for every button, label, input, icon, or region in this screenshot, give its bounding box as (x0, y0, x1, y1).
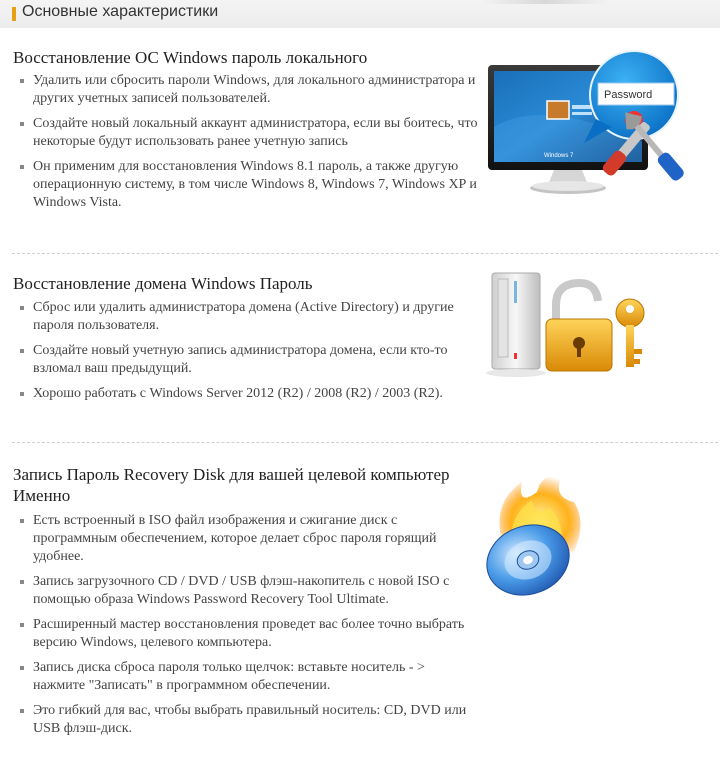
list-item: Удалить или сбросить пароли Windows, для локального администратора и других учетных записей пользователей. (0, 72, 480, 108)
list-item: Расширенный мастер восстановления проведет вас более точно выбрать версию Windows, целевого компьютера. (0, 616, 480, 652)
list-item: Он применим для восстановления Windows 8.1 пароль, а также другую операционную систему, в том числе Windows 8, Windows 7, Windows XP и Windows Vista. (0, 158, 480, 212)
svg-text:Password: Password (604, 89, 653, 101)
list-item: Это гибкий для вас, чтобы выбрать правильный носитель: CD, DVD или USB флэш-диск. (0, 702, 480, 738)
feature-section-domain (0, 263, 720, 443)
header-shadow (480, 0, 610, 4)
list-item: Создайте новый локальный аккаунт администратора, если вы боитесь, что некоторые будут использовать ранее учетную запись (0, 115, 480, 151)
svg-text:Windows 7: Windows 7 (544, 153, 574, 159)
section-title: Восстановление ОС Windows пароль локального (13, 48, 368, 67)
header-accent-bar (12, 7, 16, 21)
monitor-password-icon (484, 47, 690, 203)
feature-list (0, 512, 480, 738)
list-item: Запись загрузочного CD / DVD / USB флэш-накопитель с новой ISO с помощью образа Windows Password Recovery Tool Ultimate. (0, 573, 480, 609)
section-title: Восстановление домена Windows Пароль (13, 274, 313, 293)
burning-disc-icon (482, 472, 592, 600)
list-item: Запись диска сброса пароля только щелчок: вставьте носитель - > нажмите "Записать" в программном обеспечении. (0, 659, 480, 695)
feature-list (0, 299, 480, 403)
list-item: Хорошо работать с Windows Server 2012 (R2) / 2008 (R2) / 2003 (R2). (0, 385, 480, 403)
feature-list (0, 72, 480, 212)
section-divider (12, 253, 718, 254)
server-lock-key-icon (484, 269, 664, 381)
list-item: Создайте новый учетную запись администратора домена, если кто-то взломал ваш предыдущий. (0, 342, 480, 378)
section-header (0, 0, 720, 28)
feature-section-local (0, 44, 720, 244)
list-item: Сброс или удалить администратора домена (Active Directory) и другие пароля пользователя. (0, 299, 480, 335)
list-item: Есть встроенный в ISO файл изображения и сжигание диск с программным обеспечением, которое делает сброс пароля горящий удобнее. (0, 512, 480, 566)
feature-section-disk (0, 452, 720, 767)
section-title: Запись Пароль Recovery Disk для вашей целевой компьютер Именно (13, 465, 450, 505)
header-title: Основные характеристики (22, 3, 219, 20)
section-divider (12, 442, 718, 443)
